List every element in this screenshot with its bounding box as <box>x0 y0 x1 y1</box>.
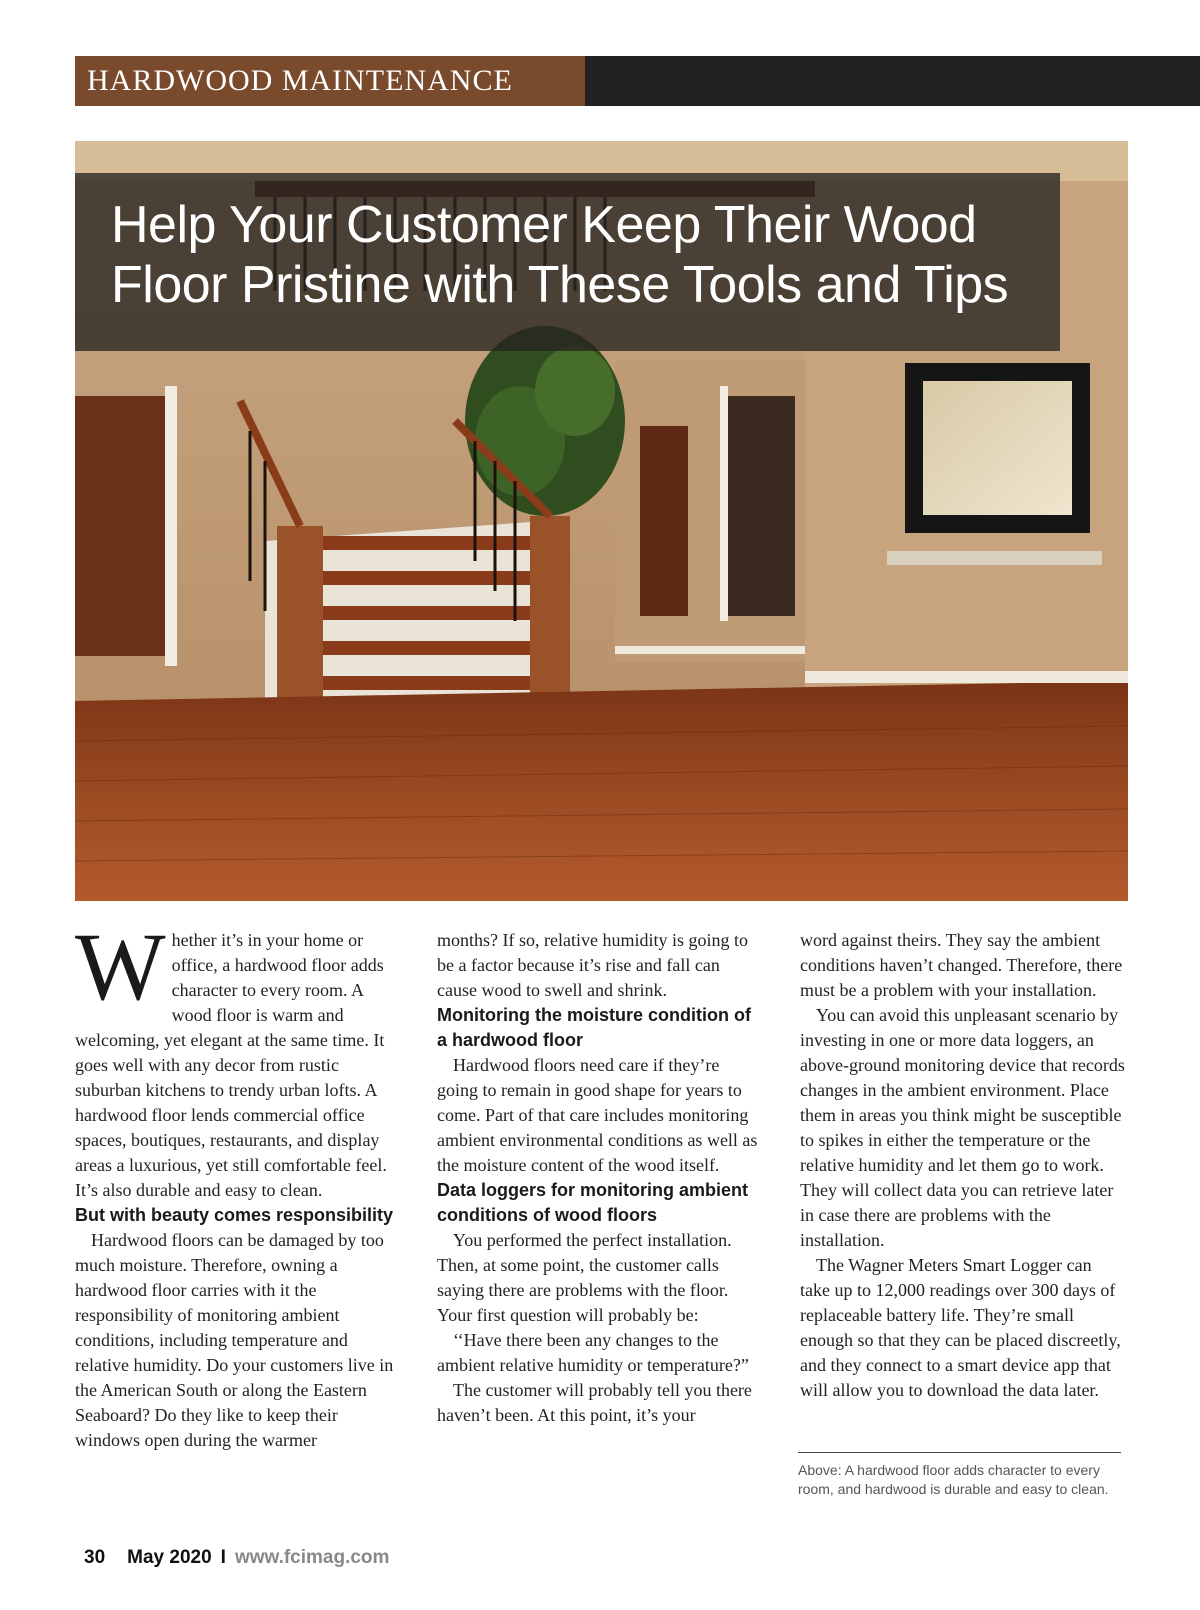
paragraph-humidity-factor: months? If so, relative humidity is going to be a factor because it’s rise and fall can cause wood to swell and shrink. <box>437 930 748 1000</box>
footer-separator: I <box>220 1547 226 1568</box>
caption-divider <box>798 1452 1121 1453</box>
page-number: 30 <box>84 1547 106 1568</box>
subhead-beauty-responsibility: But with beauty comes responsibility <box>75 1205 394 1225</box>
column-1 <box>75 913 400 1453</box>
paragraph-perfect-installation: You performed the perfect installation. Then, at some point, the customer calls saying there are problems with the floor. Your first question will probably be: <box>437 1230 732 1325</box>
photo-caption: Above: A hardwood floor adds character to every room, and hardwood is durable and easy to clean. <box>798 1462 1109 1497</box>
paragraph-hardwood-care: Hardwood floors need care if they’re going to remain in good shape for years to come. Part of that care includes monitoring ambient environmental conditions as well as the moisture content of the wood itself. <box>437 1055 758 1175</box>
hero-photo <box>75 141 1128 901</box>
website-link[interactable]: www.fcimag.com <box>234 1547 390 1568</box>
paragraph-word-against: word against theirs. They say the ambient conditions haven’t changed. Therefore, there must be a problem with your installation. <box>800 930 1123 1000</box>
column-3 <box>800 928 1125 1403</box>
paragraph-customer-reply: The customer will probably tell you there haven’t been. At this point, it’s your <box>437 1380 752 1425</box>
column-2 <box>437 928 762 1428</box>
paragraph-avoid-scenario: You can avoid this unpleasant scenario by investing in one or more data loggers, an above-ground monitoring device that records changes in the ambient environment. Place them in areas you think might be susceptible to spikes in either the temperature or the relative humidity and let them go to work. They will collect data you can retrieve later in case there are problems with the installation. <box>800 1005 1125 1250</box>
paragraph-question-quote: ‘‘Have there been any changes to the ambient relative humidity or temperature?” <box>437 1330 749 1375</box>
subhead-monitoring-moisture: Monitoring the moisture condition of a hardwood floor <box>437 1005 751 1050</box>
issue-date: May 2020 <box>127 1547 212 1568</box>
section-label: HARDWOOD MAINTENANCE <box>75 56 585 106</box>
section-banner <box>75 56 1200 106</box>
dropcap: W <box>75 913 166 1020</box>
intro-text: hether it’s in your home or office, a hardwood floor adds character to every room. A wood floor is warm and welcoming, yet elegant at the same time. It goes well with any decor from rustic suburban kitchens to trendy urban lofts. A hardwood floor lends commercial office spaces, boutiques, restaurants, and display areas a luxurious, yet still comfortable feel. It’s also durable and easy to clean. <box>75 930 387 1200</box>
paragraph-smart-logger: The Wagner Meters Smart Logger can take up to 12,000 readings over 300 days of replaceable battery life. They’re small enough so that they can be placed discreetly, and they connect to a smart device app that will allow you to download the data later. <box>800 1255 1121 1400</box>
article-headline: Help Your Customer Keep Their Wood Floor Pristine with These Tools and Tips <box>111 196 1009 314</box>
headline-overlay <box>75 173 1060 351</box>
paragraph-moisture-damage: Hardwood floors can be damaged by too much moisture. Therefore, owning a hardwood floor carries with it the responsibility of monitoring ambient conditions, including temperature and relative humidity. Do your customers live in the American South or along the Eastern Seaboard? Do they like to keep their windows open during the warmer <box>75 1230 394 1450</box>
subhead-data-loggers: Data loggers for monitoring ambient conditions of wood floors <box>437 1180 749 1225</box>
intro-paragraph <box>75 913 400 1203</box>
page-footer <box>84 1547 389 1569</box>
